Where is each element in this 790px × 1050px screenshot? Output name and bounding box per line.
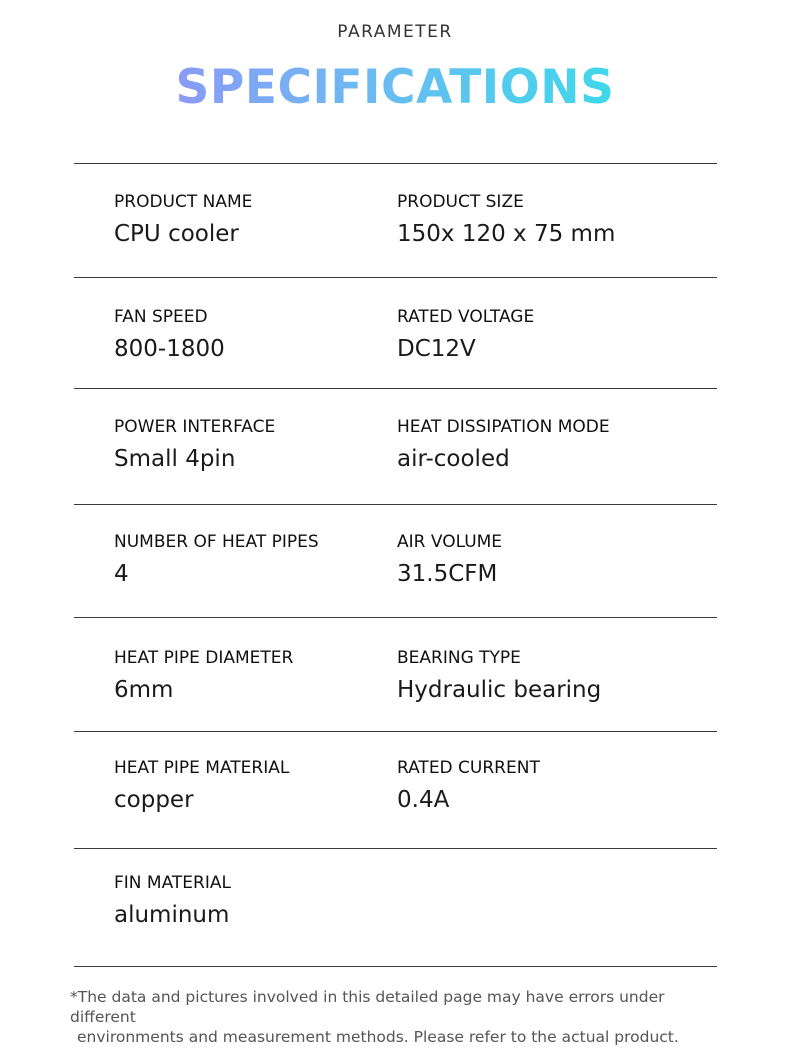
disclaimer-line-2: environments and measurement methods. Please refer to the actual product.	[77, 1028, 679, 1046]
spec-value-fan-speed: 800-1800	[114, 336, 225, 362]
spec-label-heat-pipe-diameter: HEAT PIPE DIAMETER	[114, 648, 294, 668]
spec-label-power-interface: POWER INTERFACE	[114, 417, 276, 437]
divider	[74, 504, 717, 505]
spec-label-air-volume: AIR VOLUME	[397, 532, 503, 552]
spec-value-product-name: CPU cooler	[114, 221, 239, 247]
spec-value-number-of-heat-pipes: 4	[114, 561, 129, 587]
divider	[74, 731, 717, 732]
spec-label-bearing-type: BEARING TYPE	[397, 648, 521, 668]
divider	[74, 966, 717, 967]
spec-label-heat-pipe-material: HEAT PIPE MATERIAL	[114, 758, 290, 778]
divider	[74, 848, 717, 849]
spec-value-heat-pipe-material: copper	[114, 787, 194, 813]
page-title	[0, 58, 790, 118]
spec-value-rated-voltage: DC12V	[397, 336, 476, 362]
spec-label-product-size: PRODUCT SIZE	[397, 192, 524, 212]
spec-value-product-size: 150x 120 x 75 mm	[397, 221, 616, 247]
spec-label-rated-voltage: RATED VOLTAGE	[397, 307, 535, 327]
spec-value-power-interface: Small 4pin	[114, 446, 236, 472]
divider	[74, 163, 717, 164]
spec-value-fin-material: aluminum	[114, 902, 230, 928]
spec-label-fan-speed: FAN SPEED	[114, 307, 208, 327]
spec-label-number-of-heat-pipes: NUMBER OF HEAT PIPES	[114, 532, 319, 552]
divider	[74, 388, 717, 389]
spec-label-fin-material: FIN MATERIAL	[114, 873, 231, 893]
spec-label-rated-current: RATED CURRENT	[397, 758, 540, 778]
spec-label-product-name: PRODUCT NAME	[114, 192, 253, 212]
page-title-text: SPECIFICATIONS	[175, 60, 615, 115]
spec-value-bearing-type: Hydraulic bearing	[397, 677, 602, 703]
disclaimer-line-1: *The data and pictures involved in this detailed page may have errors under different	[70, 988, 665, 1026]
disclaimer-footnote	[70, 987, 730, 1047]
eyebrow-label: PARAMETER	[337, 22, 453, 42]
spec-label-heat-dissipation-mode: HEAT DISSIPATION MODE	[397, 417, 610, 437]
divider	[74, 277, 717, 278]
spec-value-rated-current: 0.4A	[397, 787, 450, 813]
spec-value-heat-pipe-diameter: 6mm	[114, 677, 174, 703]
spec-value-heat-dissipation-mode: air-cooled	[397, 446, 510, 472]
spec-value-air-volume: 31.5CFM	[397, 561, 498, 587]
divider	[74, 617, 717, 618]
